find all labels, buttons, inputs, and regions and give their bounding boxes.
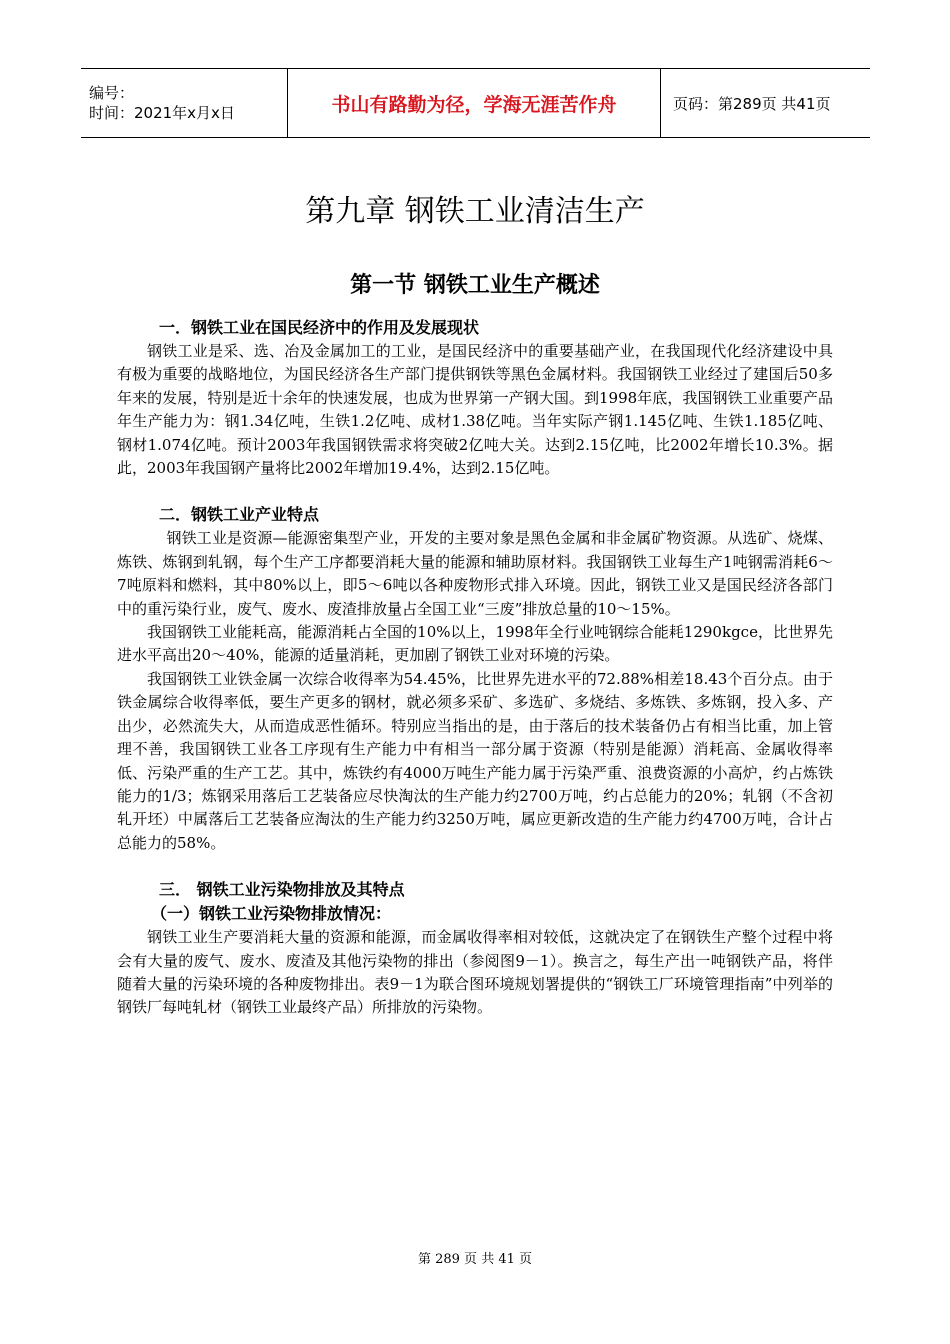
- time-label: 时间：2021年x月x日: [89, 104, 235, 122]
- body-paragraph: 钢铁工业是资源—能源密集型产业，开发的主要对象是黑色金属和非金属矿物资源。从选矿、烧煤、炼铁、炼钢到轧钢，每个生产工序都要消耗大量的能源和辅助原材料。我国钢铁工业每生产1吨钢需消耗6～7吨原料和燃料，其中80%以上，即5～6吨以各种废物形式排入环境。因此，钢铁工业又是国民经济各部门中的重污染行业，废气、废水、废渣排放量占全国工业“三废”排放总量的10～15%。: [117, 529, 833, 618]
- paragraph-gap: [117, 480, 833, 503]
- body-paragraph: 钢铁工业是采、选、冶及金属加工的工业，是国民经济中的重要基础产业，在我国现代化经济建设中具有极为重要的战略地位，为国民经济各生产部门提供钢铁等黑色金属材料。我国钢铁工业经过了建国后50多年来的发展，特别是近十余年的快速发展，也成为世界第一产钢大国。到1998年底，我国钢铁工业重要产品年生产能力为：钢1.34亿吨，生铁1.2亿吨、成材1.38亿吨。当年实际产钢1.145亿吨、生铁1.185亿吨、钢材1.074亿吨。预计2003年我国钢铁需求将突破2亿吨大关。达到2.15亿吨，比2002年增长10.3%。据此，2003年我国钢产量将比2002年增加19.4%，达到2.15亿吨。: [117, 342, 833, 478]
- heading: 一．钢铁工业在国民经济中的作用及发展现状: [159, 318, 480, 337]
- body-paragraph: 钢铁工业生产要消耗大量的资源和能源，而金属收得率相对较低，这就决定了在钢铁生产整个过程中将会有大量的废气、废水、废渣及其他污染物的排出（参阅图9－1）。换言之，每生产出一吨钢铁产品，将伴随着大量的污染环境的各种废物排出。表9－1为联合图环境规划署提供的“钢铁工厂环境管理指南”中列举的钢铁厂每吨轧材（钢铁工业最终产品）所排放的污染物。: [117, 928, 833, 1017]
- motto: 书山有路勤为径，学海无涯苦作舟: [331, 93, 617, 116]
- page-footer: 第 289 页 共 41 页: [417, 1252, 533, 1267]
- heading: 三． 钢铁工业污染物排放及其特点: [159, 880, 405, 900]
- body-paragraph: 我国钢铁工业能耗高，能源消耗占全国的10%以上，1998年全行业吨钢综合能耗1290kgce，比世界先进水平高出20～40%，能源的适量消耗，更加剧了钢铁工业对环境的污染。: [117, 623, 833, 665]
- page-info: 页码：第289页 共41页: [673, 94, 831, 113]
- chapter-title: 第九章 钢铁工业清洁生产: [305, 194, 645, 230]
- paragraph-gap: [117, 855, 833, 878]
- section-title: 第一节 钢铁工业生产概述: [350, 273, 600, 299]
- body-paragraph: 我国钢铁工业铁金属一次综合收得率为54.45%，比世界先进水平的72.88%相差18.43个百分点。由于铁金属综合收得率低，要生产更多的钢材，就必须多采矿、多选矿、多烧结、多炼铁、多炼钢，投入多、产出少，必然流失大，从而造成恶性循环。特别应当指出的是，由于落后的技术装备仍占有相当比重，加上管理不善，我国钢铁工业各工序现有生产能力中有相当一部分属于资源（特别是能源）消耗高、金属收得率低、污染严重的生产工艺。其中，炼铁约有4000万吨生产能力属于污染严重、浪费资源的小高炉，约占炼铁能力的1/3；炼钢采用落后工艺装备应尽快淘汰的生产能力约2700万吨，约占总能力的20%；轧钢（不含初轧开坯）中属落后工艺装备应淘汰的生产能力约3250万吨，属应更新改造的生产能力约4700万吨，合计占总能力的58%。: [117, 669, 833, 852]
- header-page-cell: [661, 69, 870, 137]
- header-left-cell: [81, 69, 288, 137]
- header-table: [81, 68, 870, 138]
- heading: 二．钢铁工业产业特点: [159, 505, 320, 525]
- subheading: （一）钢铁工业污染物排放情况：: [151, 904, 392, 924]
- document-body: [117, 316, 833, 1020]
- header-motto-cell: [288, 69, 661, 137]
- number-label: 编号：: [89, 84, 135, 102]
